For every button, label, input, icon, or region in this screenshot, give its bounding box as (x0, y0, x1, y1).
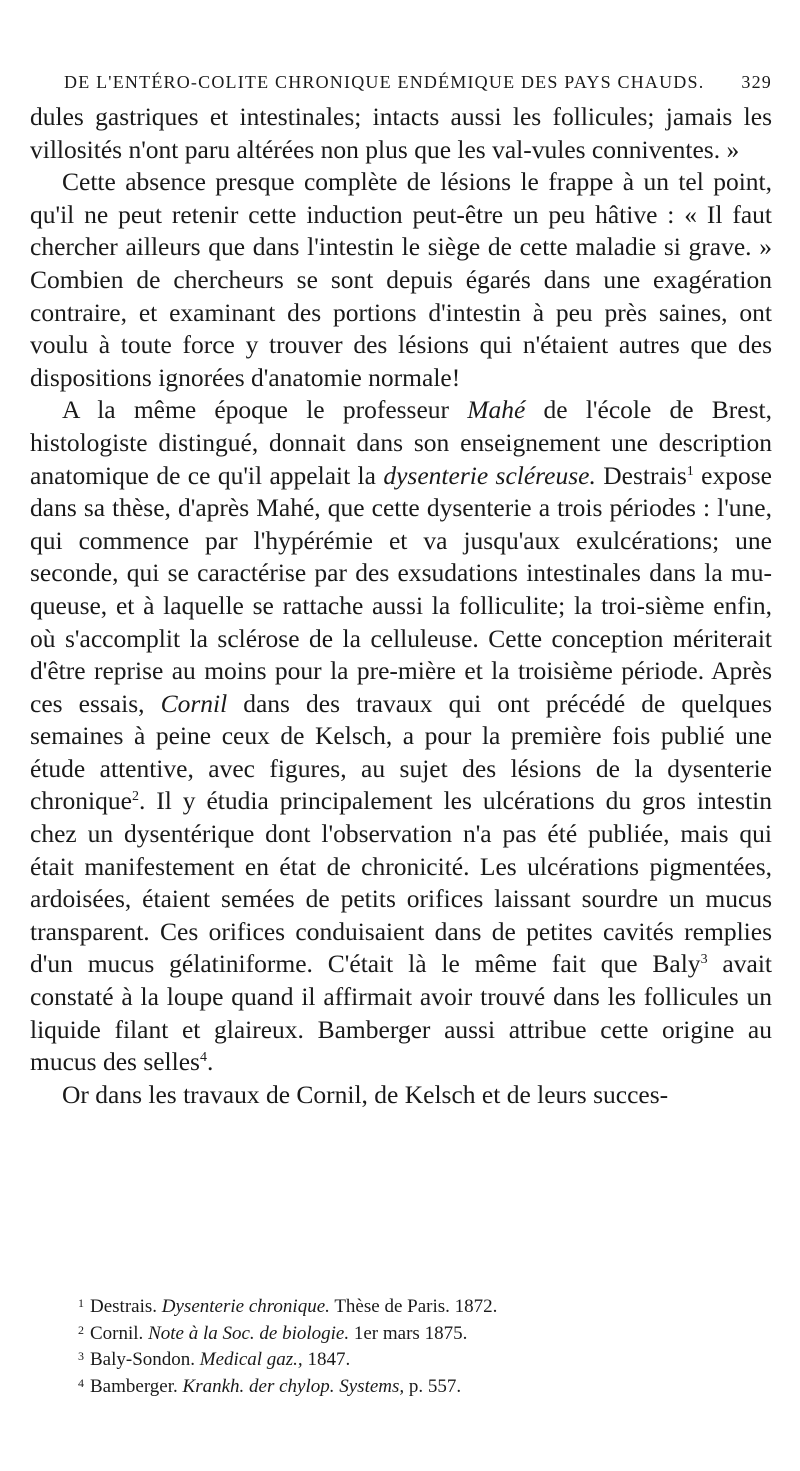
text-run: avait constaté à la loupe quand il affirmait avoir trouvé dans les follicules un liquide filant et glaireux. Bamberger aussi attribue cette origine au mucus des selles (30, 949, 772, 1077)
running-title: DE L'ENTÉRO-COLITE CHRONIQUE ENDÉMIQUE DES PAYS CHAUDS. (64, 72, 705, 92)
footnote-author: Bamberger. (90, 1375, 178, 1397)
footnote-title: Medical gaz., (199, 1349, 303, 1370)
footnote-4 (78, 1372, 768, 1399)
footnote-number: 3 (78, 1349, 84, 1363)
footnote-details: Thèse de Paris. 1872. (334, 1296, 498, 1317)
footnote-number: 1 (78, 1296, 84, 1310)
footnote-title: Dysenterie chronique. (161, 1296, 330, 1317)
text-run: expose dans sa thèse, d'après Mahé, que cette dysenterie a trois périodes : l'une, qui commence par l'hypérémie et va jusqu'aux exulcérations; une seconde, qui se caractérise par des exsudations intestinales dans la mu-queuse, et à laquelle se rattache aussi la folliculite; la troi-sième enfin, où s'accomplit la sclérose de la celluleuse. Cette conception mériterait d'être reprise au moins pour la pre-mière et la troisième période. Après ces essais, (30, 460, 772, 718)
text-run: . Il y étudia principalement les ulcérations du gros intestin chez un dysentérique dont l'observation n'a pas été publiée, mais qui était manifestement en état de chronicité. Les ulcérations pigmentées, ardoisées, étaient semées de petits orifices laissant sourdre un mucus transparent. Ces orifices conduisaient dans de petites cavités remplies d'un mucus gélatiniforme. C'était là le même fait que Baly (30, 786, 772, 979)
footnote-ref-3: 3 (700, 952, 708, 968)
footnotes (78, 1292, 768, 1398)
text-run: dans des travaux qui ont précédé de quelques semaines à peine ceux de Kelsch, a pour la première fois publié une étude attentive, avec figures, au sujet des lésions de la dysenterie chronique (30, 688, 773, 816)
body-text (30, 101, 772, 1111)
page-number: 329 (741, 72, 772, 92)
footnote-ref-4: 4 (199, 1050, 207, 1066)
running-header (30, 72, 772, 93)
paragraph-2: Cette absence presque complète de lésions le frappe à un tel point, qu'il ne peut retenir cette induction peut-être un peu hâtive : « Il faut chercher ailleurs que dans l'intestin le siège de cette maladie si grave. » Combien de chercheurs se sont depuis égarés dans une exagération contraire, et examinant des portions d'intestin à peu près saines, ont voulu à toute force y trouver des lésions qui n'étaient autres que des dispositions ignorées d'anatomie normale! (30, 167, 772, 392)
footnote-number: 2 (78, 1322, 84, 1337)
name-cornil: Cornil (160, 688, 228, 718)
footnote-details: p. 557. (408, 1375, 462, 1397)
page (30, 72, 772, 1111)
footnote-details: 1er mars 1875. (353, 1322, 468, 1344)
text-run: . (206, 1047, 214, 1077)
footnote-number: 4 (78, 1375, 84, 1390)
footnote-ref-2: 2 (131, 789, 139, 805)
footnote-author: Cornil. (90, 1322, 144, 1344)
footnote-1 (78, 1292, 768, 1319)
paragraph-1: dules gastriques et intestinales; intacts aussi les follicules; jamais les villosités n'ont paru altérées non plus que les val-vules conniventes. » (30, 102, 772, 164)
footnote-2 (78, 1319, 768, 1346)
text-run: Destrais (595, 460, 687, 490)
footnote-ref-1: 1 (686, 463, 694, 479)
footnote-author: Baly-Sondon. (90, 1349, 196, 1370)
term-dysenterie-scléreuse: dysenterie scléreuse. (383, 460, 596, 490)
footnote-3 (78, 1345, 768, 1372)
text-run: de l'école de Brest, histologiste distingué, donnait dans son enseignement une description anatomique de ce qu'il appelait la (30, 395, 772, 490)
footnote-details: 1847. (307, 1349, 351, 1370)
footnote-author: Destrais. (90, 1296, 158, 1317)
footnote-title: Note à la Soc. de biologie. (148, 1322, 350, 1344)
footnote-title: Krankh. der chylop. Systems, (182, 1375, 405, 1397)
paragraph-3 (30, 394, 772, 1078)
text-run: A la même époque le professeur (62, 395, 468, 425)
name-mahe: Mahé (467, 395, 526, 425)
paragraph-4: Or dans les travaux de Cornil, de Kelsch et de leurs succes- (62, 1079, 669, 1109)
